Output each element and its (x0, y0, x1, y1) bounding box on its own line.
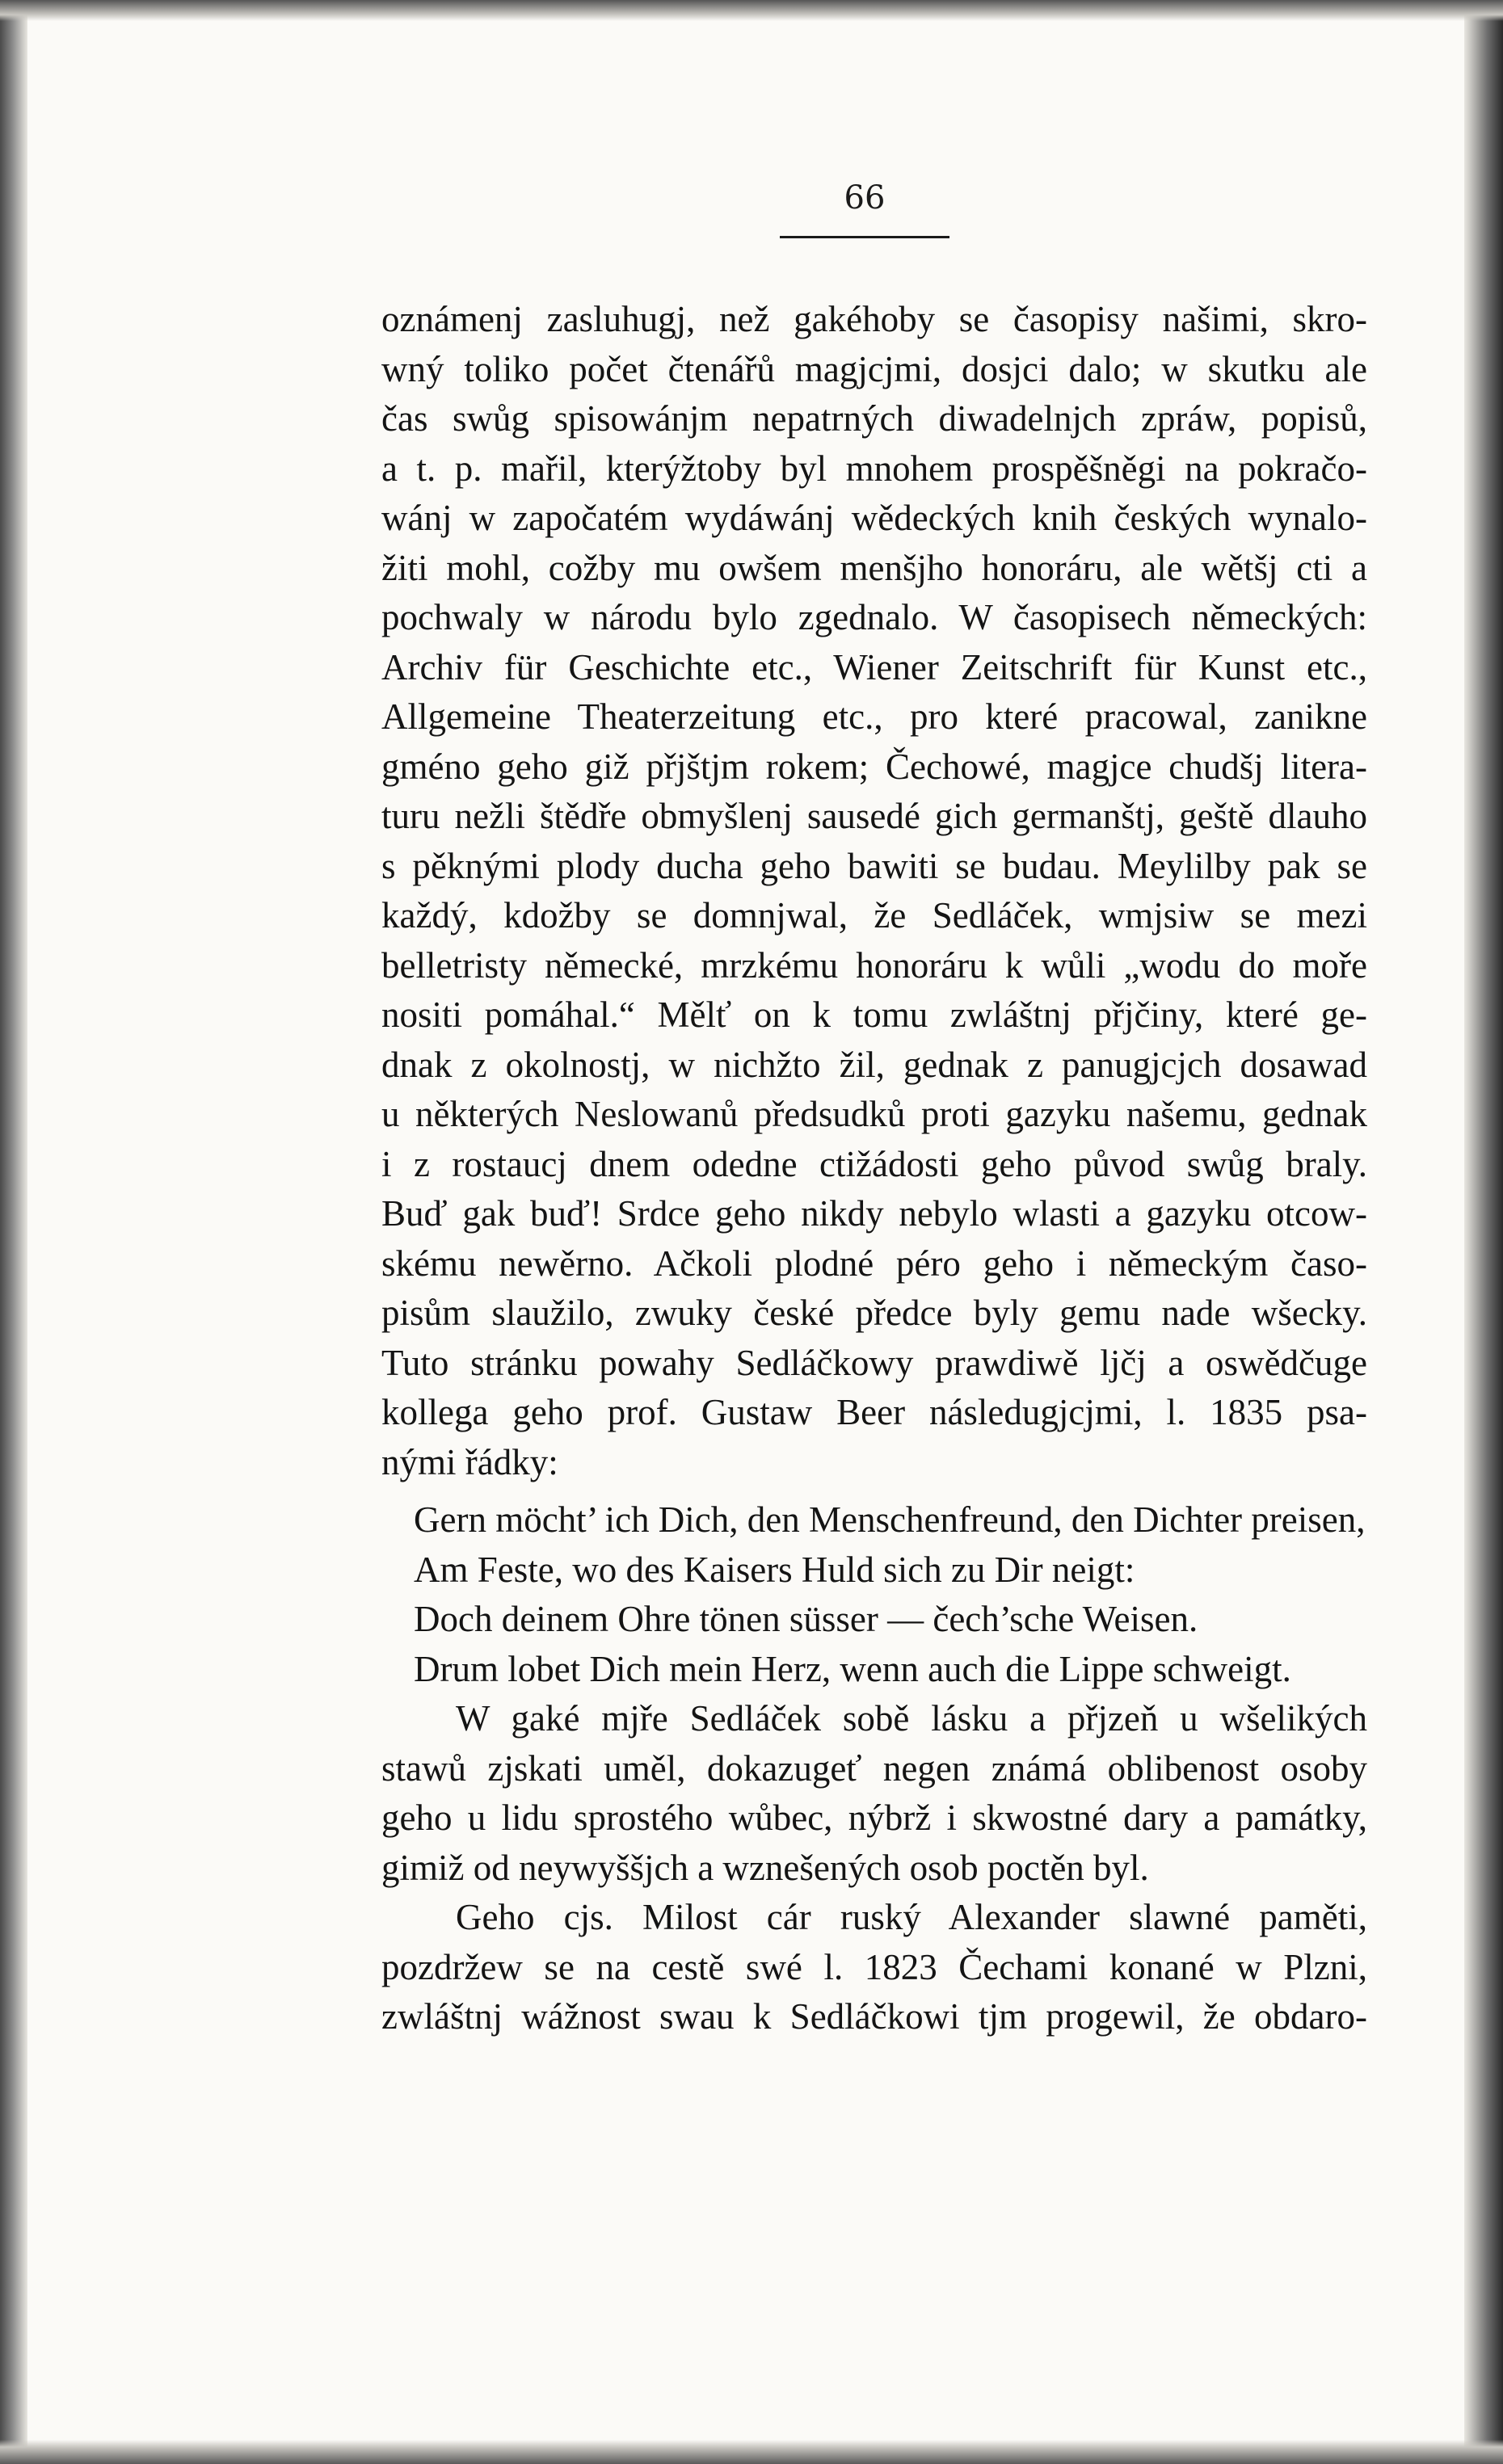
verse-line: Gern möcht’ ich Dich, den Menschenfreund, den Dichter preisen, (414, 1499, 1366, 1540)
page-edge-right (1464, 0, 1503, 2464)
text-line: Archiv für Geschichte etc., Wiener Zeitschrift für Kunst etc., (381, 646, 1367, 687)
text-line: zwláštnj wážnost swau k Sedláčkowi tjm progewil, že obdaro- (381, 1996, 1367, 2037)
page-edge-bottom (0, 2440, 1503, 2464)
text-line: i z rostaucj dnem odedne ctižádosti geho původ swůg braly. (381, 1143, 1367, 1184)
text-line: pochwaly w národu bylo zgednalo. W časopisech německých: (381, 597, 1367, 637)
text-line: geho u lidu sprostého wůbec, nýbrž i skwostné dary a památky, (381, 1798, 1367, 1838)
verse-spacer (381, 1487, 1367, 1495)
text-line: gimiž od neywyššjch a wznešených osob poctěn byl. (381, 1847, 1149, 1888)
text-line: každý, kdožby se domnjwal, že Sedláček, wmjsiw se mezi (381, 895, 1367, 936)
verse-line: Drum lobet Dich mein Herz, wenn auch die Lippe schweigt. (414, 1648, 1291, 1689)
text-line: a t. p. mařil, kterýžtoby byl mnohem prospěšněgi na pokračo- (381, 448, 1367, 489)
text-line: nými řádky: (381, 1441, 558, 1482)
text-line: žiti mohl, cožby mu owšem menšjho honoráru, ale wětšj cti a (381, 547, 1367, 588)
text-line: skému newěrno. Ačkoli plodné péro geho i německým časo- (381, 1243, 1367, 1284)
text-line: stawů zjskati uměl, dokazugeť negen známá oblibenost osoby (381, 1747, 1367, 1789)
page-edge-left (0, 0, 27, 2464)
text-line: pozdržew se na cestě swé l. 1823 Čechami konané w Plzni, (381, 1946, 1367, 1987)
text-line: W gaké mjře Sedláček sobě lásku a přjzeň u wšelikých (456, 1698, 1367, 1739)
text-line: u některých Neslowanů předsudků proti gazyku našemu, gednak (381, 1094, 1367, 1134)
verse-line: Doch deinem Ohre tönen süsser — čech’sche Weisen. (414, 1599, 1198, 1639)
verse-line: Am Feste, wo des Kaisers Huld sich zu Dir neigt: (414, 1549, 1135, 1590)
text-line: Tuto stránku powahy Sedláčkowy prawdiwě ljčj a oswědčuge (381, 1342, 1367, 1383)
text-line: gméno geho giž přjštjm rokem; Čechowé, magjce chudšj litera- (381, 746, 1367, 787)
text-line: s pěknými plody ducha geho bawiti se budau. Meylilby pak se (381, 845, 1367, 886)
text-line: Geho cjs. Milost cár ruský Alexander slawné paměti, (456, 1897, 1367, 1937)
text-line: nositi pomáhal.“ Mělť on k tomu zwláštnj přjčiny, které ge- (381, 994, 1367, 1035)
text-line: Allgemeine Theaterzeitung etc., pro které pracowal, zanikne (381, 696, 1367, 737)
page-edge-top (0, 0, 1503, 21)
text-line: Buď gak buď! Srdce geho nikdy nebylo wlasti a gazyku otcow- (381, 1193, 1367, 1234)
text-line: wánj w započatém wydáwánj wědeckých knih českých wynalo- (381, 498, 1367, 538)
text-line: pisům slaužilo, zwuky české předce byly gemu nade wšecky. (381, 1293, 1367, 1333)
body-text (381, 295, 1367, 2042)
page-number: 66 (844, 179, 886, 217)
text-line: belletristy německé, mrzkému honoráru k wůli „wodu do moře (381, 944, 1367, 986)
page-number-rule (780, 236, 949, 238)
text-line: kollega geho prof. Gustaw Beer následugjcjmi, l. 1835 psa- (381, 1392, 1367, 1432)
text-line: čas swůg spisowánjm nepatrných diwadelnjch zpráw, popisů, (381, 398, 1367, 439)
text-line: oznámenj zasluhugj, než gakéhoby se časopisy našimi, skro- (381, 299, 1367, 339)
text-line: dnak z okolnostj, w nichžto žil, gednak z panugjcjch dosawad (381, 1044, 1367, 1085)
text-line: wný toliko počet čtenářů magjcjmi, dosjci dalo; w skutku ale (381, 348, 1367, 389)
text-line: turu nežli štědře obmyšlenj sausedé gich germanštj, geště dlauho (381, 796, 1367, 836)
